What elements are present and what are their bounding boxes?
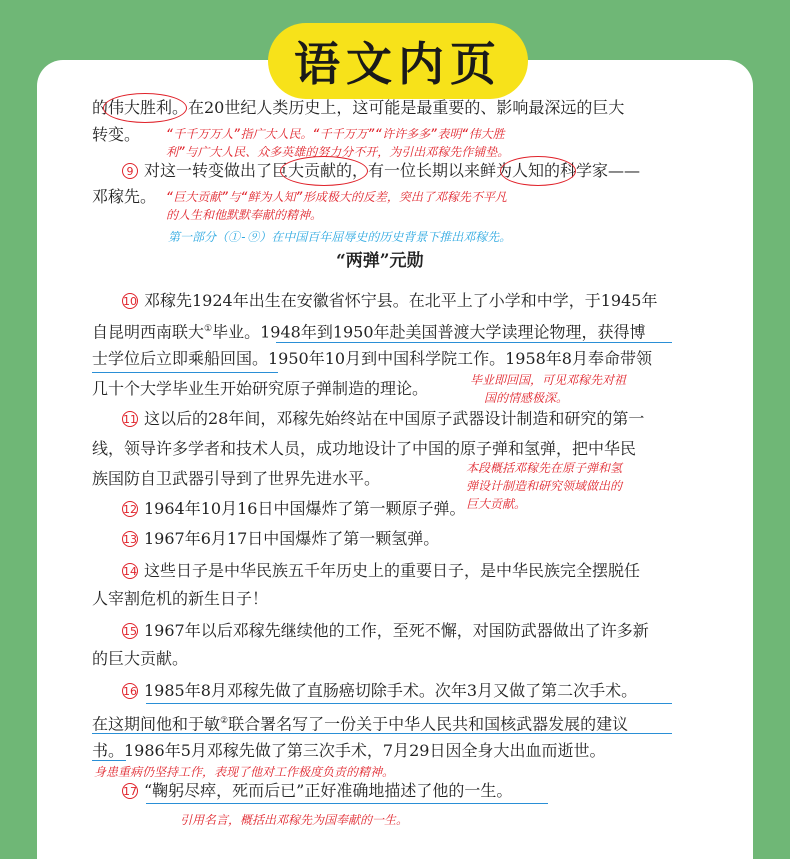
text-span: 在这期间他和于敏 [92,714,221,734]
paragraph-15-line-1 [122,620,649,642]
annotation-17: 引用名言，概括出邓稼先为国奉献的一生。 [180,813,409,827]
highlight-oval [500,156,576,186]
text-span: 毕业。1948年到1950年赴美国普渡大学读理论物理，获得博 [212,322,646,342]
underline [276,342,672,343]
footnote-marker: ② [220,716,229,726]
text-span: 自昆明西南联大 [92,322,205,342]
footnote-marker: ① [204,324,213,334]
paragraph-15-line-2: 的巨大贡献。 [92,649,189,668]
paragraph-12-text: 1964年10月16日中国爆炸了第一颗原子弹。 [144,499,466,518]
paragraph-number: 10 [123,295,137,308]
underline [92,372,278,373]
paragraph-14-text: 这些日子是中华民族五千年历史上的重要日子，是中华民族完全摆脱任 [144,561,641,580]
paragraph-15-text: 1967年以后邓稼先继续他的工作，至死不懈，对国防武器做出了许多新 [144,621,649,640]
annotation-10-line-1: 毕业即回国，可见邓稼先对祖 [470,373,627,387]
paragraph-8-line-1: 的伟大胜利。在20世纪人类历史上，这可能是最重要的、影响最深远的巨大 [92,98,625,117]
paragraph-8-line-2: 转变。 [92,125,141,144]
paragraph-14-line-1 [122,560,640,582]
annotation-10-line-2: 国的情感极深。 [484,391,569,405]
page-title-banner: 语文内页 [268,23,528,99]
paragraph-12 [122,498,465,520]
underline [92,760,126,761]
paragraph-number: 15 [123,625,137,638]
paragraph-16-line-3: 书。1986年5月邓稼先做了第三次手术，7月29日因全身大出血而逝世。 [92,741,606,760]
annotation-9-line-1: “巨大贡献”与“鲜为人知”形成极大的反差，突出了邓稼先不平凡 [166,190,507,204]
highlight-oval [280,156,368,186]
paragraph-number: 12 [123,503,137,516]
paragraph-number: 11 [123,413,137,426]
paragraph-10-line-3: 士学位后立即乘船回国。1950年10月到中国科学院工作。1958年8月奉命带领 [92,349,652,368]
paragraph-9-text: 对这一转变做出了巨大贡献的，有一位长期以来鲜为人知的科学家—— [144,161,641,180]
paragraph-17 [122,780,512,802]
annotation-11-line-3: 巨大贡献。 [466,497,527,511]
paragraph-16-text: 1985年8月邓稼先做了直肠癌切除手术。次年3月又做了第二次手术。 [144,681,638,700]
paragraph-11-line-2: 线，领导许多学者和技术人员，成功地设计了中国的原子弹和氢弹，把中华民 [92,439,637,458]
paragraph-10-line-2 [92,318,646,343]
paragraph-17-text: “鞠躬尽瘁，死而后已”正好准确地描述了他的一生。 [144,781,513,800]
paragraph-11-line-3: 族国防自卫武器引导到了世界先进水平。 [92,469,381,488]
part-summary-note: 第一部分（①-⑨）在中国百年屈辱史的历史背景下推出邓稼先。 [168,230,512,244]
paragraph-10-text: 邓稼先1924年出生在安徽省怀宁县。在北平上了小学和中学，于1945年 [144,291,658,310]
annotation-8-line-2: 利”与广大人民、众多英雄的努力分不开，为引出邓稼先作铺垫。 [166,145,510,159]
paragraph-10-line-4: 几十个大学毕业生开始研究原子弹制造的理论。 [92,379,429,398]
paragraph-14-line-2: 人宰割危机的新生日子！ [92,589,269,608]
paragraph-number: 14 [123,565,137,578]
paragraph-11-line-1 [122,408,644,430]
highlight-oval [103,93,187,123]
paragraph-number: 16 [123,685,137,698]
annotation-16: 身患重病仍坚持工作，表现了他对工作极度负责的精神。 [94,765,395,779]
underline [92,733,672,734]
annotation-11-line-1: 本段概括邓稼先在原子弹和氢 [466,461,623,475]
text-span: 联合署名写了一份关于中华人民共和国核武器发展的建议 [228,714,629,734]
paragraph-16-line-2 [92,710,628,735]
section-heading: “两弹”元勋 [336,251,424,271]
paragraph-16-line-1 [122,680,637,702]
annotation-8-line-1: “千千万万人”指广大人民。“千千万万”“许许多多”表明“伟大胜 [166,127,505,141]
underline [146,803,548,804]
paragraph-number: 9 [122,163,138,179]
annotation-9-line-2: 的人生和他默默奉献的精神。 [166,208,323,222]
paragraph-13-text: 1967年6月17日中国爆炸了第一颗氢弹。 [144,529,440,548]
paragraph-10-line-1 [122,290,657,312]
paragraph-11-text: 这以后的28年间，邓稼先始终站在中国原子武器设计制造和研究的第一 [144,409,645,428]
paragraph-number: 17 [123,785,137,798]
annotation-11-line-2: 弹设计制造和研究领域做出的 [466,479,623,493]
paragraph-number: 13 [123,533,137,546]
paragraph-13 [122,528,439,550]
underline [146,703,672,704]
paragraph-9-line-2: 邓稼先。 [92,187,157,206]
